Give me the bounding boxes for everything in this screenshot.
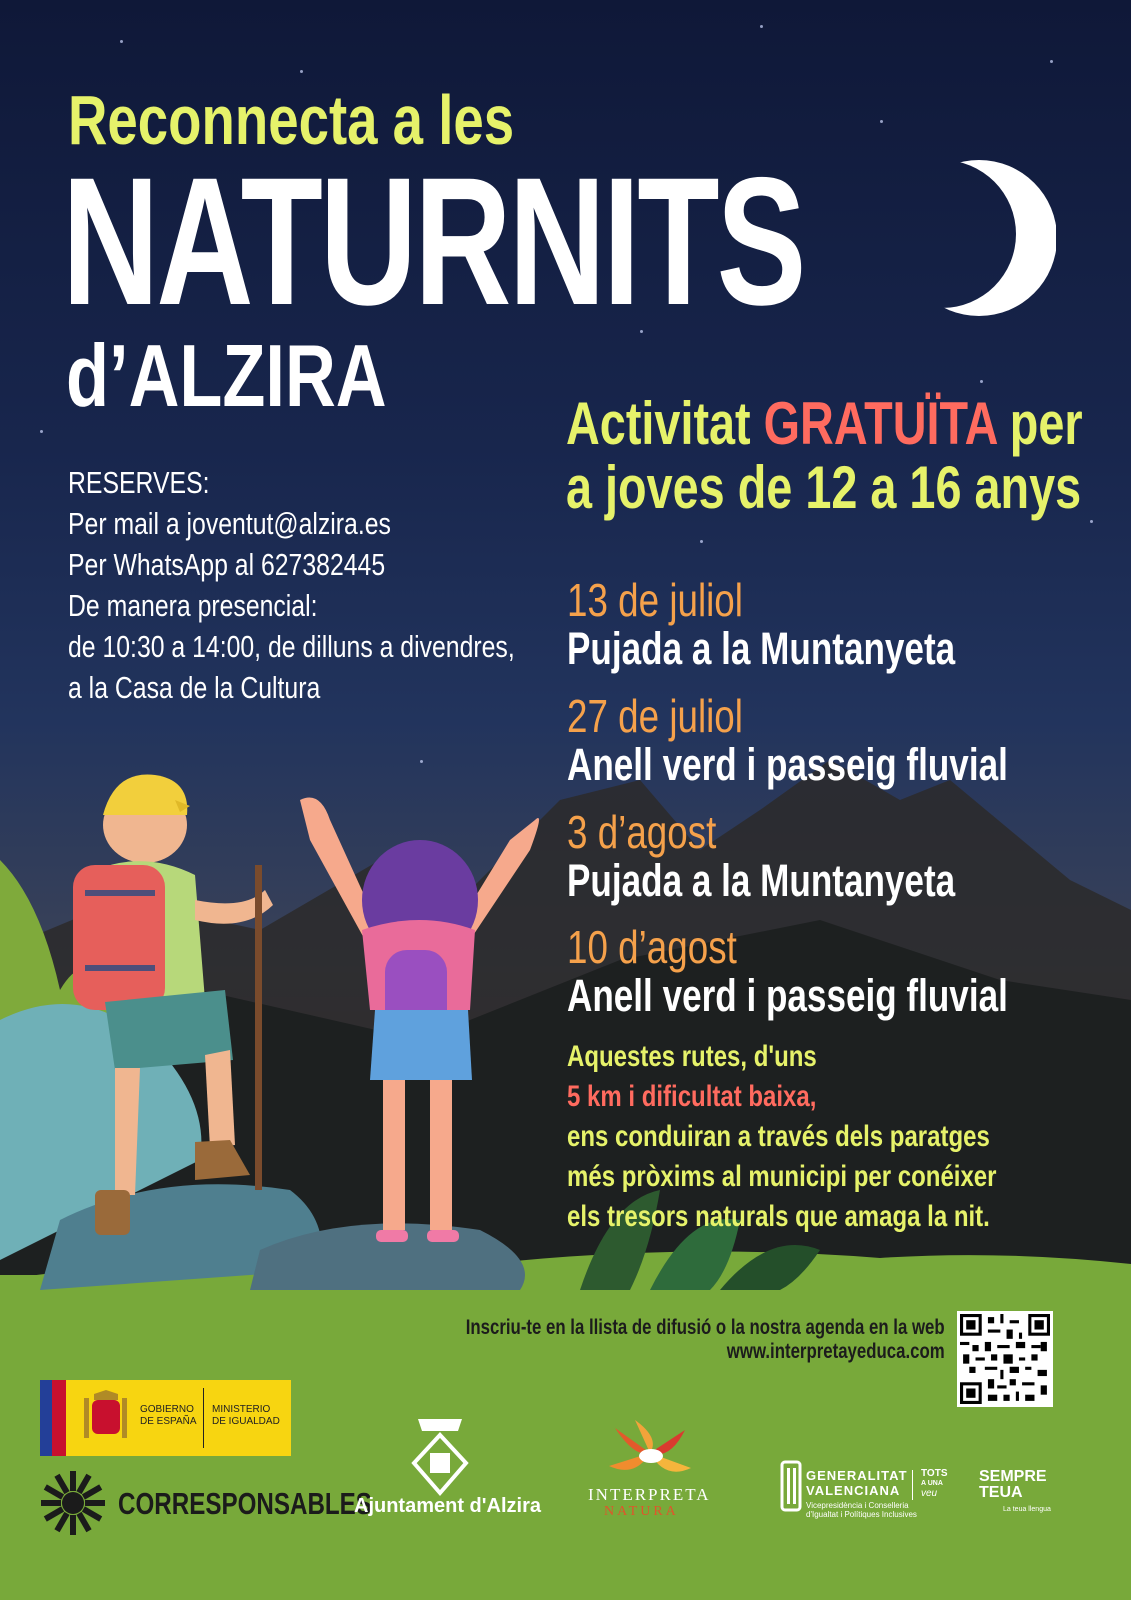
conselleria-text: d'Igualtat i Polítiques Inclusives (806, 1510, 917, 1519)
reservations-line: De manera presencial: (68, 588, 318, 623)
sempre-text: SEMPRE (979, 1468, 1047, 1485)
natura-text: NATURA (604, 1504, 679, 1519)
free-badge-text: GRATUÏTA (763, 390, 997, 457)
sempre-text: TEUA (979, 1484, 1023, 1501)
reservations-line: de 10:30 a 14:00, de dilluns a divendres, (68, 629, 515, 664)
event-item (567, 920, 1131, 1022)
reservations-block (68, 462, 626, 708)
conselleria-text: Vicepresidència i Conselleria (806, 1501, 909, 1510)
reservations-line: a la Casa de la Cultura (68, 670, 321, 705)
generalitat-emblem-icon (780, 1460, 802, 1512)
reservations-line: Per mail a joventut@alzira.es (68, 506, 391, 541)
title-city: d’ALZIRA (66, 326, 387, 425)
qr-code-pattern (960, 1314, 1050, 1404)
teua-llengua-text: La teua llengua (1003, 1506, 1051, 1513)
ministerio-label (212, 1404, 280, 1428)
age-range-text: a joves de 12 a 16 anys (566, 454, 1082, 521)
signup-url-link[interactable]: www.interpretayeduca.com (727, 1340, 945, 1363)
gobierno-espana-logo (40, 1380, 291, 1456)
logo-divider (912, 1470, 913, 1500)
description-line: més pròxims al municipi per conéixer (567, 1160, 997, 1193)
reservations-heading: RESERVES: (68, 465, 210, 500)
generalitat-text: GENERALITAT (806, 1468, 908, 1483)
description-line: 5 km i dificultat baixa, (567, 1080, 817, 1113)
signup-text: Inscriu-te en la llista de difusió o la nostra agenda en la web (466, 1316, 945, 1339)
conselleria-label (806, 1501, 917, 1519)
spain-coat-of-arms-icon (78, 1390, 133, 1448)
event-name: Anell verd i passeig fluvial (567, 970, 1008, 1021)
event-date: 3 d’agost (567, 806, 717, 858)
free-activity-text: per (996, 390, 1083, 457)
event-item (567, 805, 1065, 907)
event-date: 10 d’agost (567, 921, 737, 973)
event-name: Pujada a la Muntanyeta (567, 623, 956, 674)
route-description (567, 1037, 1104, 1237)
generalitat-text: VALENCIANA (806, 1483, 901, 1498)
tots-a-una-veu-label (921, 1469, 947, 1499)
girl-raising-arms-illustration (290, 790, 550, 1250)
description-line: ens conduiran a través dels paratges (567, 1120, 990, 1153)
event-name: Anell verd i passeig fluvial (567, 739, 1008, 790)
generalitat-label (806, 1468, 908, 1498)
tots-text: TOTS (921, 1468, 948, 1479)
signup-block (346, 1316, 945, 1364)
interpreta-text: INTERPRETA (588, 1485, 711, 1504)
description-line: Aquestes rutes, d'uns (567, 1040, 817, 1073)
ajuntament-text: Ajuntament d'Alzira (354, 1495, 541, 1517)
description-line: els tresors naturals que amaga la nit. (567, 1200, 990, 1233)
qr-code[interactable] (957, 1311, 1053, 1407)
gobierno-text: DE ESPAÑA (140, 1416, 197, 1427)
free-activity-line-1 (566, 392, 1083, 456)
tots-text: veu (921, 1488, 938, 1499)
corresponsables-logo-icon (40, 1470, 106, 1536)
tots-text: A UNA (921, 1480, 943, 1487)
free-activity-text: Activitat (566, 390, 764, 457)
corresponsables-text: CORRESPONSABLES (118, 1486, 372, 1521)
ajuntament-alzira-crest-icon (410, 1415, 470, 1497)
title-main: NATURNITS (62, 139, 804, 343)
reservations-line: Per WhatsApp al 627382445 (68, 547, 386, 582)
event-name: Pujada a la Muntanyeta (567, 855, 956, 906)
title-prefix: Reconnecta a les (68, 81, 515, 159)
free-activity-block (566, 392, 1131, 520)
event-date: 13 de juliol (567, 574, 743, 626)
hiker-boy-illustration (55, 770, 295, 1245)
sempre-teua-label (979, 1469, 1047, 1501)
gobierno-label (140, 1404, 197, 1428)
interpreta-natura-leaf-bird-icon (605, 1418, 695, 1488)
ministerio-text: DE IGUALDAD (212, 1416, 280, 1427)
event-item (567, 689, 1131, 791)
crescent-moon-icon (884, 150, 1056, 330)
event-item (567, 573, 1065, 675)
event-date: 27 de juliol (567, 690, 743, 742)
gobierno-text: GOBIERNO (140, 1404, 194, 1415)
ministerio-text: MINISTERIO (212, 1404, 271, 1415)
